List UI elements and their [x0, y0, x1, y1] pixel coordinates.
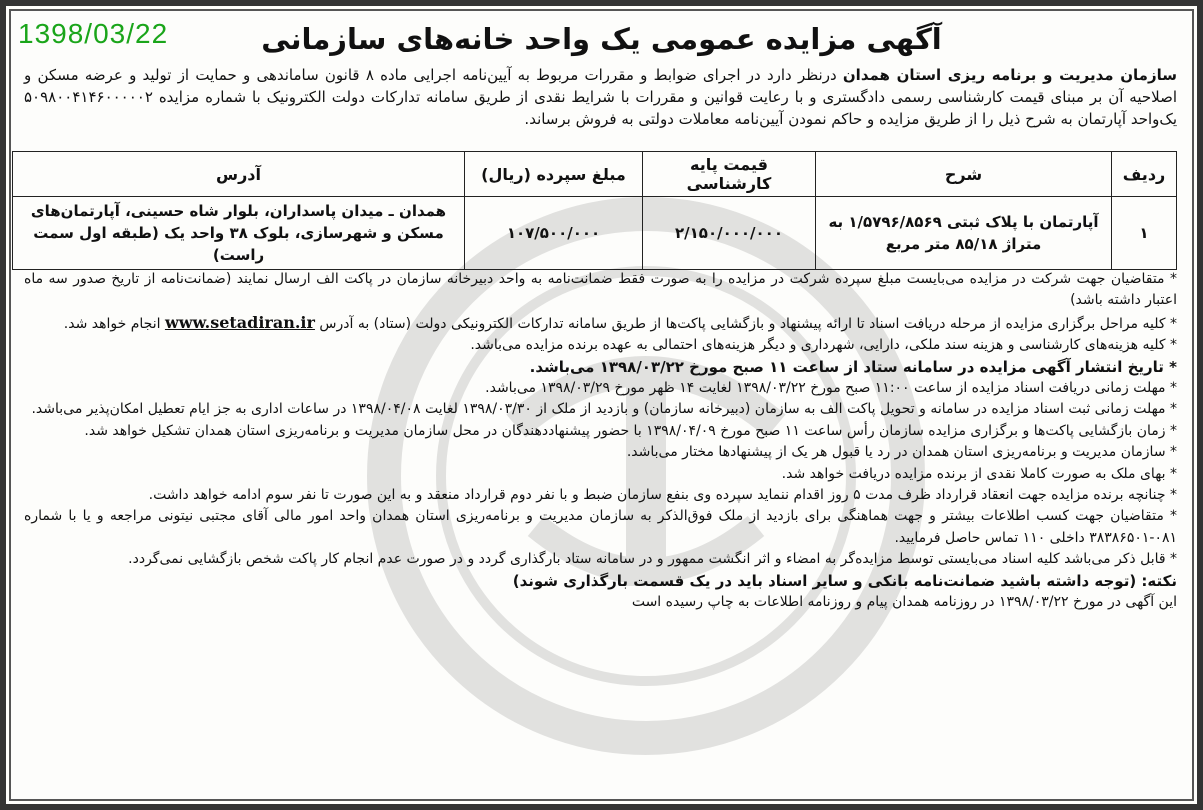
- note-item: * سازمان مدیریت و برنامه‌ریزی استان همدان در رد یا قبول هر یک از پیشنهادها مختار می‌باشد.: [626, 444, 1177, 461]
- note-item: * متقاضیان جهت کسب اطلاعات بیشتر و جهت هماهنگی برای بازدید از ملک فوق‌الذکر به سازمان مدیریت و برنامه‌ریزی استان همدان واحد امور مالی آقای مجتبی نیتونی مراجعه و یا با شماره ۰۸۱-۳۸۳۸۶۵۰۱ داخلی ۱۱۰ تماس حاصل فرمایید.: [24, 508, 1177, 546]
- date-stamp: 1398/03/22: [18, 18, 169, 49]
- cell-description: آپارتمان با پلاک ثبتی ۱/۵۷۹۶/۸۵۶۹ به متراژ ۸۵/۱۸ متر مربع: [816, 197, 1112, 270]
- header-address: آدرس: [13, 152, 465, 197]
- setad-url-link[interactable]: www.setadiran.ir: [164, 312, 315, 332]
- header-base-price: قیمت پایه کارشناسی: [643, 152, 816, 197]
- ad-title: آگهی مزایده عمومی یک واحد خانه‌های سازمانی: [261, 22, 942, 56]
- table-row: [13, 197, 1177, 270]
- cell-row-number: ۱: [1112, 197, 1177, 270]
- note-item: * چنانچه برنده مزایده جهت انعقاد قرارداد ظرف مدت ۵ روز اقدام ننماید سپرده وی بنفع سازمان ضبط و با نفر دوم قرارداد منعقد و به این صورت تا نفر سوم ادامه خواهد داشت.: [148, 487, 1177, 504]
- note-item: * قابل ذکر می‌باشد کلیه اسناد می‌بایستی توسط مزایده‌گر به امضاء و اثر انگشت ممهور و در سامانه ستاد بارگذاری گردد و در صورت عدم انجام کار پاکت شخص بازگشایی نمی‌گردد.: [128, 551, 1177, 568]
- auction-table: [12, 151, 1177, 270]
- note-item: * کلیه هزینه‌های کارشناسی و هزینه سند ملکی، دارایی، شهرداری و دیگر هزینه‌های احتمالی به عهده برنده مزایده می‌باشد.: [470, 337, 1177, 354]
- cell-base-price: ۲/۱۵۰/۰۰۰/۰۰۰: [643, 197, 816, 270]
- intro-text: درنظر دارد در اجرای ضوابط و مقررات مربوط به آیین‌نامه اجرایی ماده ۸ قانون ساماندهی و حمایت از تولید و عرضه مسکن و اصلاحیه آن بر مبنای قیمت کارشناسی رسمی دادگستری و با رعایت قوانین و مقررات با شرایط نقدی از طریق سامانه تدارکات دولت الکترونیک با شماره مزایده ۵۰۹۸۰۰۴۱۴۶۰۰۰۰۰۲ یک‌واحد آپارتمان به شرح ذیل را از طریق مزایده و حاکم نمودن آیین‌نامه معاملات دولتی به فروش برساند.: [24, 66, 1177, 128]
- note-text: * کلیه مراحل برگزاری مزایده از مرحله دریافت اسناد تا ارائه پیشنهاد و بازگشایی پاکت‌ها از طریق سامانه تدارکات الکترونیکی دولت (ستاد) به آدرس: [314, 315, 1177, 332]
- note-item: * مهلت زمانی ثبت اسناد مزایده در سامانه و تحویل پاکت الف به سازمان (دبیرخانه سازمان) و بازدید از ملک از ۱۳۹۸/۰۳/۳۰ لغایت ۱۳۹۸/۰۴/۰۸ در ساعات اداری به جز ایام تعطیل امکان‌پذیر می‌باشد.: [31, 401, 1177, 418]
- publication-notice: این آگهی در مورخ ۱۳۹۸/۰۳/۲۲ در روزنامه همدان پیام و روزنامه اطلاعات به چاپ رسیده است: [631, 594, 1177, 611]
- cell-deposit: ۱۰۷/۵۰۰/۰۰۰: [465, 197, 643, 270]
- note-item: * متقاضیان جهت شرکت در مزایده می‌بایست مبلغ سپرده شرکت در مزایده را به صورت فقط ضمانت‌نامه به واحد دبیرخانه سازمان در پاکت الف ارسال نمایند (ضمانت‌نامه از تاریخ صدور سه ماه اعتبار داشته باشد): [24, 271, 1177, 309]
- header-deposit: مبلغ سپرده (ریال): [465, 152, 643, 197]
- cell-address: همدان ـ میدان پاسداران، بلوار شاه حسینی، آپارتمان‌های مسکن و شهرسازی، بلوک ۳۸ واحد یک (طبقه اول سمت راست): [13, 197, 465, 270]
- org-name: سازمان مدیریت و برنامه ریزی استان همدان: [842, 66, 1177, 84]
- note-item: * مهلت زمانی دریافت اسناد مزایده از ساعت ۱۱:۰۰ صبح مورخ ۱۳۹۸/۰۳/۲۲ لغایت ۱۴ ظهر مورخ ۱۳۹۸/۰۳/۲۹ می‌باشد.: [485, 380, 1177, 397]
- note-text: انجام خواهد شد.: [63, 315, 165, 332]
- conditions-list: [24, 269, 1177, 614]
- table-header-row: [13, 152, 1177, 197]
- note-item-publish-date: * تاریخ انتشار آگهی مزایده در سامانه ستاد از ساعت ۱۱ صبح مورخ ۱۳۹۸/۰۳/۲۲ می‌باشد.: [529, 357, 1177, 376]
- note-item: * بهای ملک به صورت کاملا نقدی از برنده مزایده دریافت خواهد شد.: [781, 465, 1177, 482]
- intro-paragraph: [24, 64, 1177, 130]
- note-item: * زمان بازگشایی پاکت‌ها و برگزاری مزایده سازمان رأس ساعت ۱۱ صبح مورخ ۱۳۹۸/۰۴/۰۹ با حضور پیشنهاددهندگان در محل سازمان مدیریت و برنامه‌ریزی استان همدان تشکیل خواهد شد.: [84, 422, 1177, 439]
- header-description: شرح: [816, 152, 1112, 197]
- note-item: [24, 312, 1177, 335]
- header-row-number: ردیف: [1112, 152, 1177, 197]
- note-bank-guarantee: نکته: (توجه داشته باشید ضمانت‌نامه بانکی و سایر اسناد باید در یک قسمت بارگذاری شوند): [512, 571, 1177, 590]
